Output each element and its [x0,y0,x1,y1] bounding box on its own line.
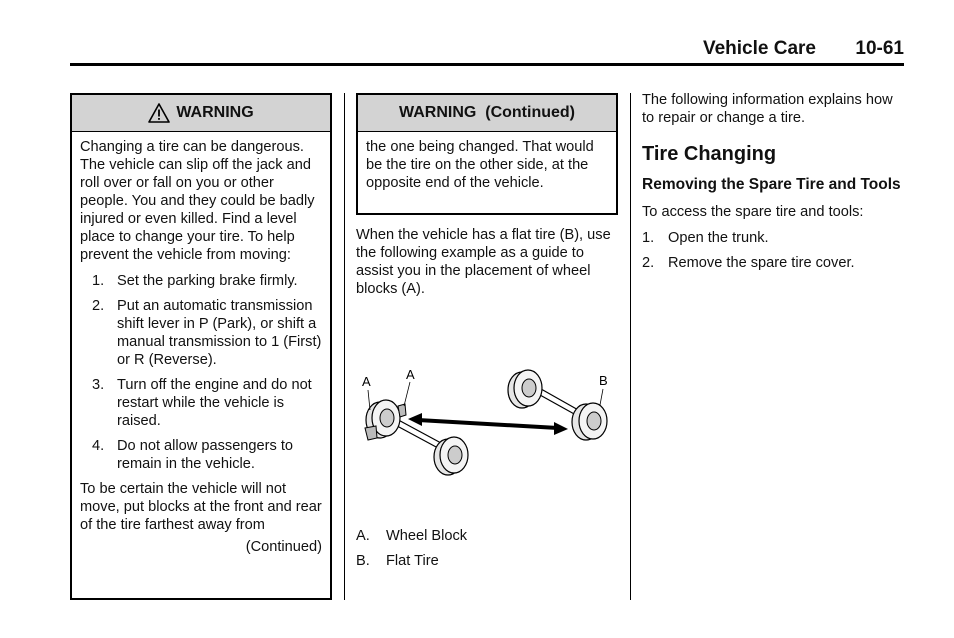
subheading: Removing the Spare Tire and Tools [642,176,901,193]
list-item: 3. Turn off the engine and do not restart while the vehicle is raised. [92,377,312,429]
page-number: 10-61 [855,38,904,59]
warning-triangle-icon [148,103,170,123]
section-title: Vehicle Care [702,38,816,59]
wheel-diagram [356,360,618,490]
warning-continued-header [358,95,616,132]
list-item: 1. Set the parking brake firmly. [92,273,298,289]
legend-item: A. Wheel Block [356,528,468,544]
continued-note: (Continued) [245,539,322,555]
access-text: To access the spare tire and tools: [642,204,864,220]
list-item: 2. Remove the spare tire cover. [642,255,855,271]
warning-closing: To be certain the vehicle will not move, put blocks at the front and rear of the tire farthest away from [80,481,322,533]
legend-item: B. Flat Tire [356,553,439,569]
tire-steps [642,229,904,272]
warning-steps [80,272,322,473]
header-rule [70,63,904,66]
warning-continued-box [356,93,618,215]
list-item: 2. Put an automatic transmission shift lever in P (Park), or shift a manual transmission to 1 (First) or R (Reverse). [92,298,322,368]
label-b: B [599,373,608,388]
column-divider-2 [630,93,631,600]
list-item: 4. Do not allow passengers to remain in the vehicle. [92,438,294,472]
warning-box [70,93,332,600]
warning-intro: Changing a tire can be dangerous. The vehicle can slip off the jack and roll over or fall on you or other people. You and they could be badly injured or even killed. Find a level place to change your tire. To help prevent the vehicle from moving: [80,139,315,263]
warning-continued-title: WARNING (Continued) [399,104,575,121]
wheel-block-figure [356,360,618,490]
body-paragraph: When the vehicle has a flat tire (B), use the following example as a guide to assist you in the placement of wheel blocks (A). [356,227,611,297]
label-a-top: A [406,367,415,382]
list-item: 1. Open the trunk. [642,230,769,246]
page-header [70,38,904,62]
intro-paragraph: The following information explains how to repair or change a tire. [642,92,893,126]
figure-legend [356,527,468,570]
label-a-left: A [362,374,371,389]
warning-header [72,95,330,132]
warning-title: WARNING [176,104,254,121]
column-divider-1 [344,93,345,600]
right-column [642,91,904,279]
warning-continued-text: the one being changed. That would be the tire on the other side, at the opposite end of the vehicle. [366,139,594,191]
section-heading: Tire Changing [642,143,777,165]
